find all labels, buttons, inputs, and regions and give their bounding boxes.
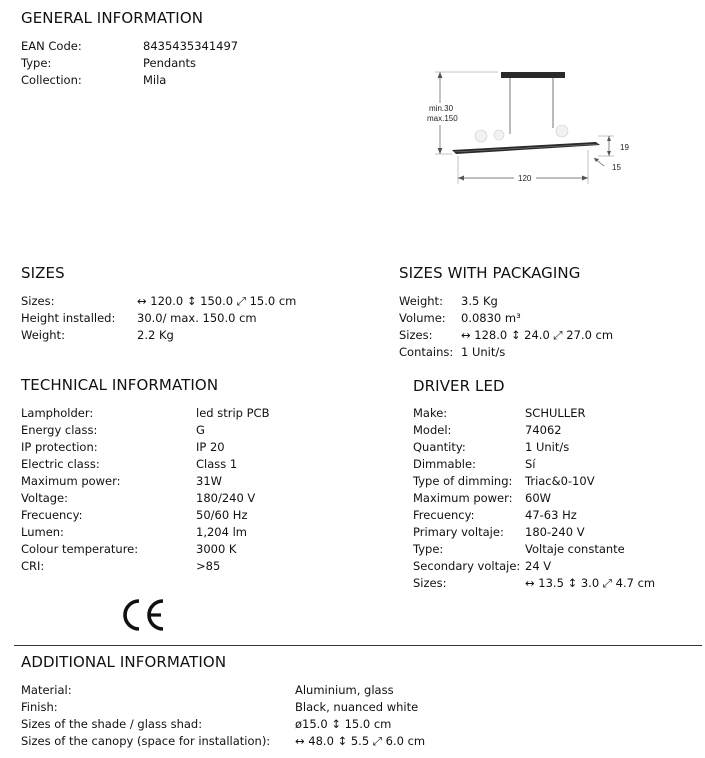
sizes-row-key: Height installed: (21, 311, 116, 325)
additional-row-key: Finish: (21, 700, 58, 714)
sizes-row (21, 310, 257, 327)
additional-row (21, 733, 425, 750)
packaging-row-value: 1 Unit/s (461, 345, 506, 359)
general-row-value: 8435435341497 (143, 39, 239, 53)
driver-row-key: Maximum power: (413, 491, 513, 505)
driver-row-value: Voltaje constante (525, 542, 625, 556)
driver-row-key: Make: (413, 406, 448, 420)
general-row (21, 55, 196, 72)
technical-row (21, 524, 247, 541)
thickness-label: 19 (620, 143, 629, 152)
driver-row (413, 507, 577, 524)
technical-row-value: led strip PCB (196, 406, 270, 420)
technical-row-key: Lampholder: (21, 406, 94, 420)
driver-row-key: Type: (413, 542, 444, 556)
driver-row (413, 575, 655, 592)
technical-row-key: Voltage: (21, 491, 69, 505)
sizes-row-value: ↔ 120.0 ↕ 150.0 ⤢ 15.0 cm (137, 294, 297, 308)
technical-row-key: Maximum power: (21, 474, 121, 488)
packaging-row-value: 0.0830 m³ (461, 311, 521, 325)
technical-row-value: IP 20 (196, 440, 225, 454)
driver-row (413, 405, 585, 422)
driver-row-value: 47-63 Hz (525, 508, 577, 522)
technical-row-key: Frecuency: (21, 508, 83, 522)
packaging-row (399, 293, 498, 310)
width-label: 120 (518, 174, 532, 183)
technical-row (21, 456, 237, 473)
sizes-row-key: Sizes: (21, 294, 55, 308)
technical-row-key: CRI: (21, 559, 45, 573)
driver-row-value: ↔ 13.5 ↕ 3.0 ⤢ 4.7 cm (525, 576, 656, 590)
driver-row-key: Frecuency: (413, 508, 475, 522)
technical-row-value: >85 (196, 559, 221, 573)
general-row (21, 38, 238, 55)
additional-row-key: Material: (21, 683, 72, 697)
additional-row-key: Sizes of the canopy (space for installation): (21, 734, 271, 748)
packaging-row-key: Sizes: (399, 328, 433, 342)
driver-row-key: Primary voltaje: (413, 525, 504, 539)
additional-row-value: ↔ 48.0 ↕ 5.5 ⤢ 6.0 cm (295, 734, 426, 748)
general-row-value: Pendants (143, 56, 197, 70)
section-divider (14, 645, 702, 646)
technical-row-value: G (196, 423, 205, 437)
packaging-row (399, 327, 613, 344)
sizes-row-value: 30.0/ max. 150.0 cm (137, 311, 257, 325)
sizes-row-value: 2.2 Kg (137, 328, 174, 342)
technical-row-value: 1,204 lm (196, 525, 247, 539)
packaging-row-key: Weight: (399, 294, 443, 308)
glass-globe-mid (494, 130, 504, 140)
driver-row-value: Sí (525, 457, 536, 471)
lamp-dimension-diagram (418, 66, 638, 190)
driver-row-key: Model: (413, 423, 452, 437)
packaging-row-key: Volume: (399, 311, 446, 325)
packaging-row-key: Contains: (399, 345, 454, 359)
general-row-key: Type: (21, 56, 52, 70)
driver-row-key: Dimmable: (413, 457, 476, 471)
packaging-row-value: ↔ 128.0 ↕ 24.0 ⤢ 27.0 cm (461, 328, 614, 342)
driver-row (413, 558, 551, 575)
sizes-title: SIZES (21, 264, 65, 282)
driver-row (413, 541, 625, 558)
technical-row-key: IP protection: (21, 440, 98, 454)
technical-row-value: 3000 K (196, 542, 237, 556)
height-label-min: min.30 (429, 104, 454, 113)
packaging-row (399, 344, 505, 361)
driver-row-value: 180-240 V (525, 525, 585, 539)
technical-row-value: Class 1 (196, 457, 238, 471)
additional-row-value: Black, nuanced white (295, 700, 419, 714)
technical-row (21, 558, 220, 575)
additional-row-value: Aluminium, glass (295, 683, 394, 697)
technical-row (21, 422, 205, 439)
general-row-value: Mila (143, 73, 167, 87)
sizes-row (21, 327, 174, 344)
driver-row (413, 524, 585, 541)
additional-row (21, 682, 394, 699)
canopy-shape (501, 72, 565, 78)
technical-row (21, 541, 236, 558)
general-row-key: EAN Code: (21, 39, 82, 53)
driver-row-value: 74062 (525, 423, 562, 437)
technical-row-value: 180/240 V (196, 491, 256, 505)
sizes-row (21, 293, 296, 310)
packaging-row-value: 3.5 Kg (461, 294, 498, 308)
technical-row (21, 439, 225, 456)
driver-row-value: 24 V (525, 559, 552, 573)
additional-row-key: Sizes of the shade / glass shad: (21, 717, 203, 731)
driver-row (413, 456, 536, 473)
depth-label: 15 (612, 163, 621, 172)
driver-row (413, 422, 562, 439)
ce-mark-logo (120, 597, 168, 633)
additional-info-title: ADDITIONAL INFORMATION (21, 653, 227, 671)
technical-row-key: Colour temperature: (21, 542, 139, 556)
additional-row-value: ø15.0 ↕ 15.0 cm (295, 717, 392, 731)
glass-globe-left (475, 130, 487, 142)
technical-row-value: 50/60 Hz (196, 508, 248, 522)
technical-row (21, 490, 255, 507)
driver-row-key: Secondary voltaje: (413, 559, 521, 573)
technical-row (21, 405, 269, 422)
general-row-key: Collection: (21, 73, 82, 87)
technical-info-title: TECHNICAL INFORMATION (21, 376, 219, 394)
packaging-row (399, 310, 521, 327)
driver-row-value: 60W (525, 491, 552, 505)
driver-row-key: Type of dimming: (413, 474, 513, 488)
driver-led-title: DRIVER LED (413, 377, 505, 395)
driver-row-value: Triac&0-10V (525, 474, 595, 488)
driver-row (413, 439, 569, 456)
technical-row (21, 473, 222, 490)
technical-row-key: Electric class: (21, 457, 100, 471)
glass-globe-right (556, 125, 568, 137)
driver-row-value: SCHULLER (525, 406, 586, 420)
packaging-title: SIZES WITH PACKAGING (399, 264, 581, 282)
driver-row (413, 490, 551, 507)
additional-row (21, 699, 418, 716)
height-label-max: max.150 (427, 114, 458, 123)
general-info-title: GENERAL INFORMATION (21, 9, 204, 27)
driver-row-key: Quantity: (413, 440, 466, 454)
driver-row-key: Sizes: (413, 576, 447, 590)
technical-row-key: Lumen: (21, 525, 64, 539)
additional-row (21, 716, 391, 733)
sizes-row-key: Weight: (21, 328, 65, 342)
technical-row (21, 507, 247, 524)
general-row (21, 72, 166, 89)
driver-row (413, 473, 595, 490)
technical-row-value: 31W (196, 474, 223, 488)
driver-row-value: 1 Unit/s (525, 440, 570, 454)
technical-row-key: Energy class: (21, 423, 98, 437)
